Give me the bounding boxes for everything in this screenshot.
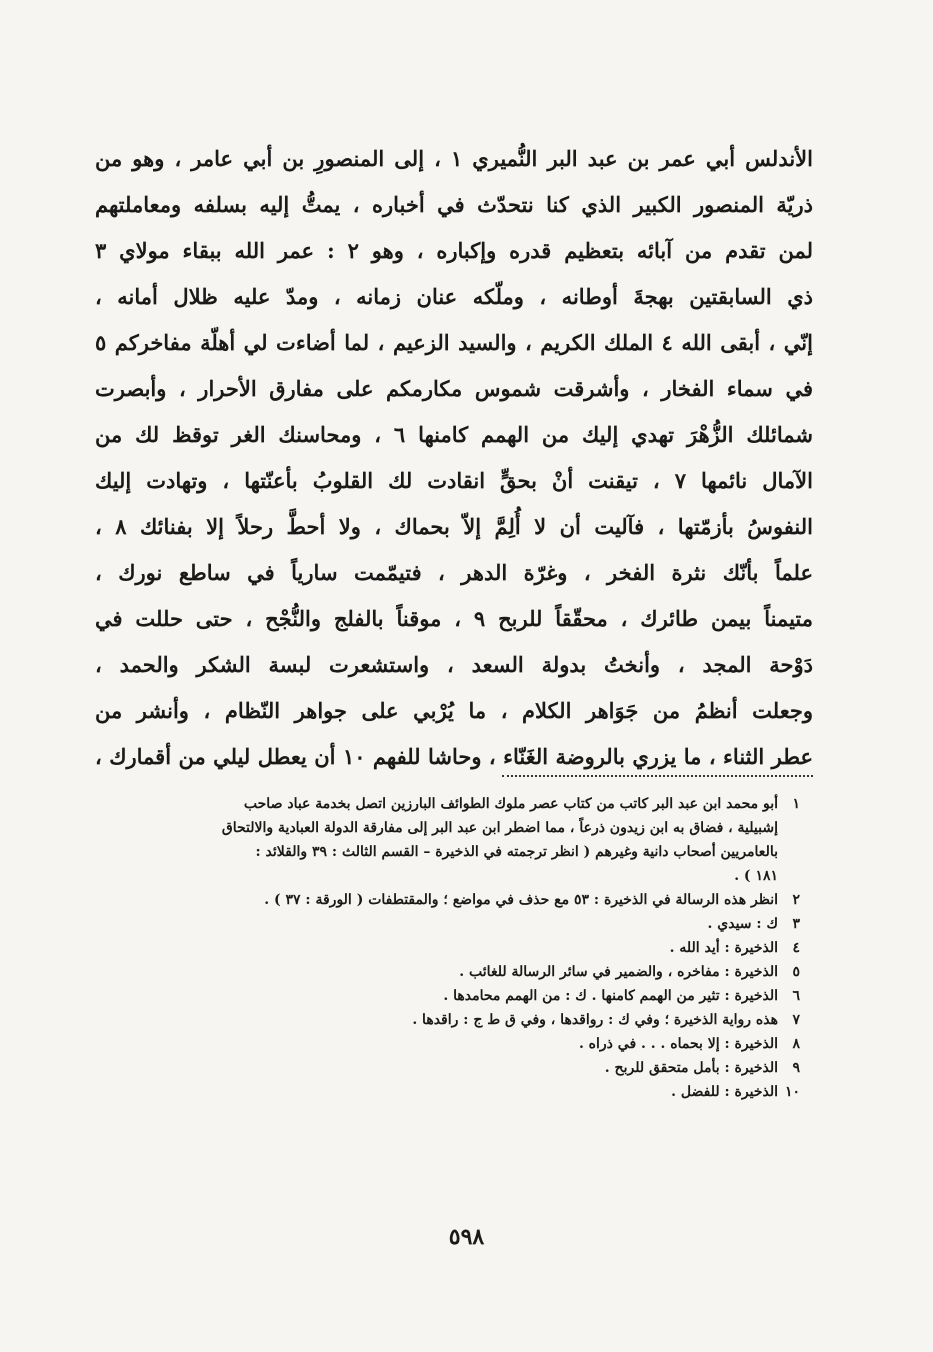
- footnote-text: ك : سيدي .: [707, 916, 778, 932]
- footnote-text: بالعامريين أصحاب دانية وغيرهم ( انظر ترجمته في الذخيرة – القسم الثالث : ٣٩ والقلائد :: [255, 844, 778, 860]
- footnote-line: [100, 864, 800, 888]
- main-text-block: [95, 136, 813, 780]
- footnote-separator: [502, 775, 813, 777]
- footnote-text: الذخيرة : للفضل .: [671, 1084, 778, 1100]
- footnote-number: ٦: [792, 988, 800, 1004]
- footnote-line: [100, 960, 800, 984]
- body-text-line: لمن تقدم من آبائه بتعظيم قدره وإكباره ، وهو ٢ : عمر الله ببقاء مولاي ٣: [95, 238, 813, 263]
- footnote-line: [100, 840, 800, 864]
- body-text-line: ذريّة المنصور الكبير الذي كنا نتحدّث في أخباره ، يمتُّ إليه بسلفه ومعاملتهم: [95, 192, 813, 217]
- footnotes-block: [100, 792, 800, 1104]
- body-text-line: في سماء الفخار ، وأشرقت شموس مكارمكم على مفارق الأحرار ، وأبصرت: [95, 376, 813, 401]
- footnote-line: [100, 1032, 800, 1056]
- page-number: ٥٩٨: [448, 1224, 485, 1250]
- footnote-number: ٩: [792, 1060, 800, 1076]
- body-text-line: الآمال نائمها ٧ ، تيقنت أنْ بحقٍّ انقادت لك القلوبُ بأعنّتها ، وتهادت إليك: [95, 468, 813, 493]
- footnote-number: ٧: [792, 1012, 800, 1028]
- footnote-line: [100, 912, 800, 936]
- footnote-text: أبو محمد ابن عبد البر كاتب من كتاب عصر ملوك الطوائف البارزين اتصل بخدمة عباد صاحب: [243, 796, 778, 812]
- footnote-line: [100, 936, 800, 960]
- footnote-text: هذه رواية الذخيرة ؛ وفي ك : رواقدها ، وفي ق ط ج : راقدها .: [412, 1012, 778, 1028]
- footnote-text: الذخيرة : إلا بحماه . . . في ذراه .: [578, 1036, 778, 1052]
- footnote-line: [100, 1056, 800, 1080]
- footnote-line: [100, 816, 800, 840]
- footnote-text: الذخيرة : تثير من الهمم كامنها . ك : من الهمم محامدها .: [443, 988, 778, 1004]
- footnote-number: ٨: [792, 1036, 800, 1052]
- footnote-number: ٥: [792, 964, 800, 980]
- body-text-line: دَوْحة المجد ، وأنختُ بدولة السعد ، واستشعرت لبسة الشكر والحمد ،: [95, 652, 813, 677]
- footnote-number: ٤: [792, 940, 800, 956]
- footnote-number: ١٠: [784, 1084, 800, 1100]
- footnote-text: ١٨١ ) .: [734, 868, 778, 884]
- body-text-line: الأندلس أبي عمر بن عبد البر النُّميري ١ ، إلى المنصورِ بن أبي عامر ، وهو من: [95, 146, 813, 171]
- footnote-text: الذخيرة : مفاخره ، والضمير في سائر الرسالة للغائب .: [459, 964, 778, 980]
- footnote-text: الذخيرة : بأمل متحقق للربح .: [604, 1060, 778, 1076]
- body-text-line: متيمناً بيمن طائرك ، محقّقاً للربح ٩ ، موقناً بالفلج والنُّجْح ، حتى حللت في: [95, 606, 813, 631]
- body-text-line: وجعلت أنظمُ من جَوَاهر الكلام ، ما يُرْبي على جواهر النّظام ، وأنشر من: [95, 698, 813, 723]
- footnote-text: الذخيرة : أيد الله .: [669, 940, 778, 956]
- footnote-text: إشبيلية ، فضاق به ابن زيدون ذرعاً ، مما اضطر ابن عبد البر إلى مفارقة الدولة العبادية والالتحاق: [221, 820, 778, 836]
- body-text-line: النفوسُ بأزمّتها ، فآليت أن لا أُلِمَّ إلاّ بحماك ، ولا أحطَّ رحلاً إلا بفنائك ٨ ،: [95, 514, 813, 539]
- footnote-line: [100, 888, 800, 912]
- body-text-line: إنّي ، أبقى الله ٤ الملك الكريم ، والسيد الزعيم ، لما أضاءت لي أهلّة مفاخركم ٥: [95, 330, 813, 355]
- body-text-line: ذي السابقتين بهجةَ أوطانه ، وملّكه عنان زمانه ، ومدّ عليه ظلال أمانه ،: [95, 284, 813, 309]
- body-text-line: عطر الثناء ، ما يزري بالروضة الغَنّاء ، وحاشا للفهم ١٠ أن يعطل ليلي من أقمارك ،: [95, 744, 813, 769]
- footnote-line: [100, 1080, 800, 1104]
- footnote-line: [100, 1008, 800, 1032]
- footnote-text: انظر هذه الرسالة في الذخيرة : ٥٣ مع حذف في مواضع ؛ والمقتطفات ( الورقة : ٣٧ ) .: [264, 892, 778, 908]
- body-text-line: شمائلك الزُّهْرَ تهدي إليك من الهمم كامنها ٦ ، ومحاسنك الغر توقظ لك من: [95, 422, 813, 447]
- footnote-line: [100, 984, 800, 1008]
- body-text-line: علماً بأنّك نثرة الفخر ، وغرّة الدهر ، فتيمّمت سارياً في ساطع نورك ،: [95, 560, 813, 585]
- footnote-number: ٢: [792, 892, 800, 908]
- footnote-line: [100, 792, 800, 816]
- footnote-number: ١: [792, 796, 800, 812]
- footnote-number: ٣: [792, 916, 800, 932]
